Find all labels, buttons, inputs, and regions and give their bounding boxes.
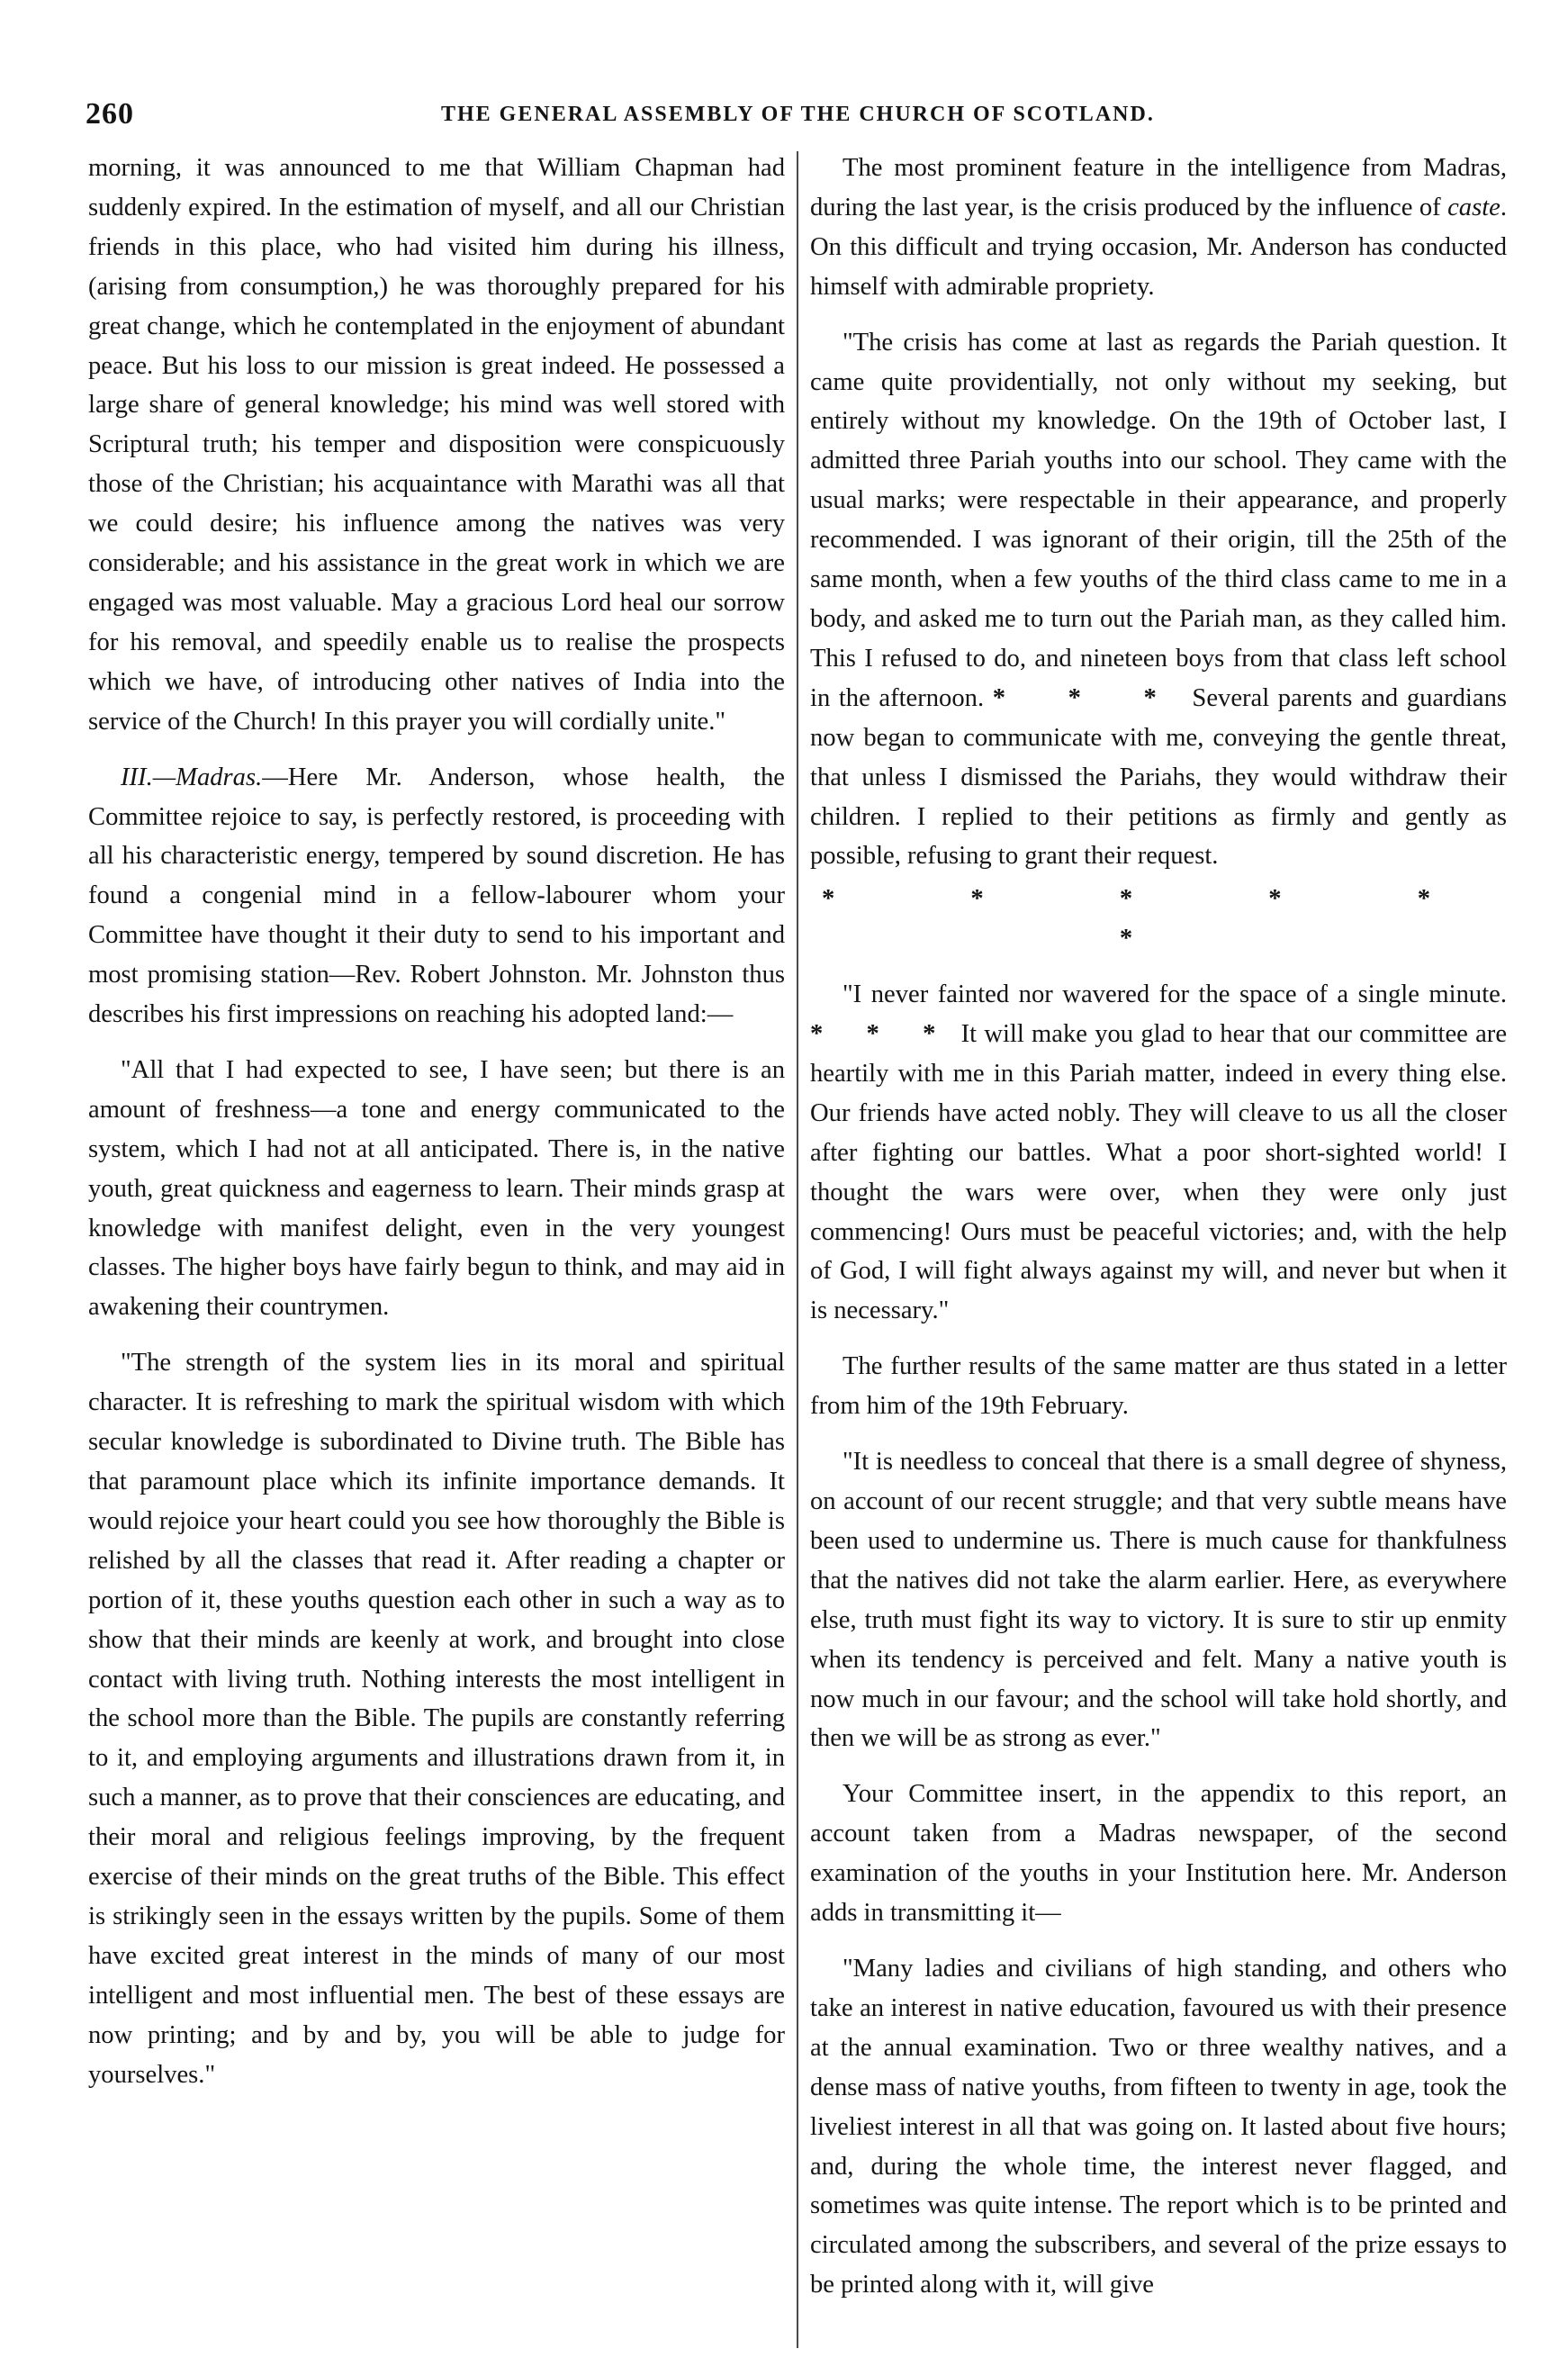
left-column	[88, 149, 785, 2095]
paragraph-johnston-quote: "All that I had expected to see, I have seen; but there is an amount of freshness—a tone and energy communicated to the system, which I had not at all anticipated. There is, in the native youth, great quickness and eagerness to learn. Their minds grasp at knowledge with manifest delight, even in the very youngest classes. The higher boys have fairly begun to think, and may aid in awakening their countrymen.	[88, 1055, 785, 1322]
paragraph-system-strength: "The strength of the system lies in its moral and spiritual character. It is refreshing to mark the spiritual wisdom with which secular knowledge is subordinated to Divine truth. The Bible has that paramount place which its infinite importance demands. It would rejoice your heart could you see how thoroughly the Bible is relished by all the classes that read it. After reading a chapter or portion of it, these youths question each other in such a way as to show that their minds are keenly at work, and brought into close contact with living truth. Nothing interests the most intelligent in the school more than the Bible. The pupils are constantly referring to it, and employing arguments and illustrations drawn from it, in such a manner, as to prove that their consciences are educating, and their moral and religious feelings improving, by the frequent exercise of their minds on the great truths of the Bible. This effect is strikingly seen in the essays written by the pupils. Some of them have excited great interest in the minds of many of our most intelligent and most influential men. The best of these essays are now printing; and by and by, you will be able to judge for yourselves."	[88, 1349, 785, 2089]
paragraph-chapman: morning, it was announced to me that William Chapman had suddenly expired. In the estimation of myself, and all our Christian friends in this place, who had visited him during his illness, (arising from consumption,) he was thoroughly prepared for his great change, which he contemplated in the enjoyment of abundant peace. But his loss to our mission is great indeed. He possessed a large share of general knowledge; his mind was well stored with Scriptural truth; his temper and disposition were conspicuously those of the Christian; his acquaintance with Marathi was all that we could desire; his influence among the natives was very considerable; and his assistance in the great work in which we are engaged was most valuable. May a gracious Lord heal our sorrow for his removal, and speedily enable us to realise the prospects which we have, of introducing other natives of India into the service of the Church! In this prayer you will cordially unite."	[88, 154, 785, 736]
page-header	[86, 97, 1490, 133]
paragraph-pariah-text: "The crisis has come at last as regards the Pariah question. It came quite providentially, not only without my seeking, but entirely without my knowledge. On the 19th of October last, I admitted three Pariah youths into our school. They came with the usual marks; were respectable in their appearance, and properly recommended. I was ignorant of their origin, till the 25th of the same month, when a few youths of the third class came to me in a body, and asked me to turn out the Pariah man, as they called him. This I refused to do, and nineteen boys from that class left school in the afternoon.	[810, 328, 1507, 712]
paragraph-fainted-text-b: It will make you glad to hear that our committee are heartily with me in this Pariah matter, indeed in every thing else. Our friends have acted nobly. They will cleave to us all the closer after fighting our battles. What a poor short-sighted world! I thought the wars were over, when they were only just commencing! Ours must be peaceful victories; and, with the help of God, I will fight always against my will, and never but when it is necessary."	[810, 1020, 1508, 1325]
paragraph-pariah-question	[810, 323, 1507, 877]
paragraph-caste-text-a: The most prominent feature in the intelligence from Madras, during the last year, is the crisis produced by the influence of	[810, 154, 1507, 221]
paragraph-caste-text-b: . On this difficult and trying occasion, Mr. Anderson has conducted himself with admirable propriety.	[810, 193, 1507, 301]
ellipsis-stars-2: * * *	[810, 1020, 954, 1049]
paragraph-shyness-quote: "It is needless to conceal that there is a small degree of shyness, on account of our recent struggle; and that very subtle means have been used to undermine us. There is much cause for thankfulness that the natives did not take the alarm earlier. Here, as everywhere else, truth must fight its way to victory. It is sure to stir up enmity when its tendency is perceived and felt. Many a native youth is now much in our favour; and the school will take hold shortly, and then we will be as strong as ever."	[810, 1448, 1507, 1753]
paragraph-madras-text: —Here Mr. Anderson, whose health, the Committee rejoice to say, is perfectly restored, is proceeding with all his characteristic energy, tempered by sound discretion. He has found a congenial mind in a fellow-labourer whom your Committee have thought it their duty to send to his important and most promising station—Rev. Robert Johnston. Mr. Johnston thus describes his first impressions on reaching his adopted land:—	[88, 763, 785, 1029]
paragraph-appendix-note: Your Committee insert, in the appendix to this report, an account taken from a Madras newspaper, of the second examination of the youths in your Institution here. Mr. Anderson adds in transmitting it—	[810, 1780, 1507, 1928]
paragraph-examination-quote: "Many ladies and civilians of high standing, and others who take an interest in native education, favoured us with their presence at the annual examination. Two or three wealthy natives, and a dense mass of native youths, from fifteen to twenty in age, took the liveliest interest in all that was going on. It lasted about five hours; and, during the whole time, the interest never flagged, and sometimes was quite intense. The report which is to be printed and circulated among the subscribers, and several of the prize essays to be printed along with it, will give	[810, 1954, 1507, 2299]
column-divider	[797, 151, 798, 2348]
paragraph-caste-crisis	[810, 149, 1507, 307]
ellipsis-stars: * * *	[992, 683, 1184, 712]
page-number: 260	[86, 97, 134, 131]
paragraph-fainted-text-a: "I never fainted nor wavered for the space of a single minute.	[843, 980, 1507, 1009]
right-column	[810, 149, 1507, 2305]
caste-emphasis: caste	[1447, 193, 1500, 221]
section-heading-madras: III.—Madras.	[121, 763, 263, 791]
paragraph-never-fainted	[810, 975, 1507, 1331]
paragraph-further-results: The further results of the same matter are thus stated in a letter from him of the 19th February.	[810, 1352, 1507, 1421]
stars-divider: * * * * * *	[821, 885, 1496, 953]
paragraph-pariah-cont: Several parents and guardians now began to communicate with me, conveying the gentle threat, that unless I dismissed the Pariahs, they would withdraw their children. I replied to their petitions as firmly and gently as possible, refusing to grant their request.	[810, 683, 1507, 871]
paragraph-madras	[88, 758, 785, 1034]
running-title: THE GENERAL ASSEMBLY OF THE CHURCH OF SCOTLAND.	[441, 103, 1155, 126]
